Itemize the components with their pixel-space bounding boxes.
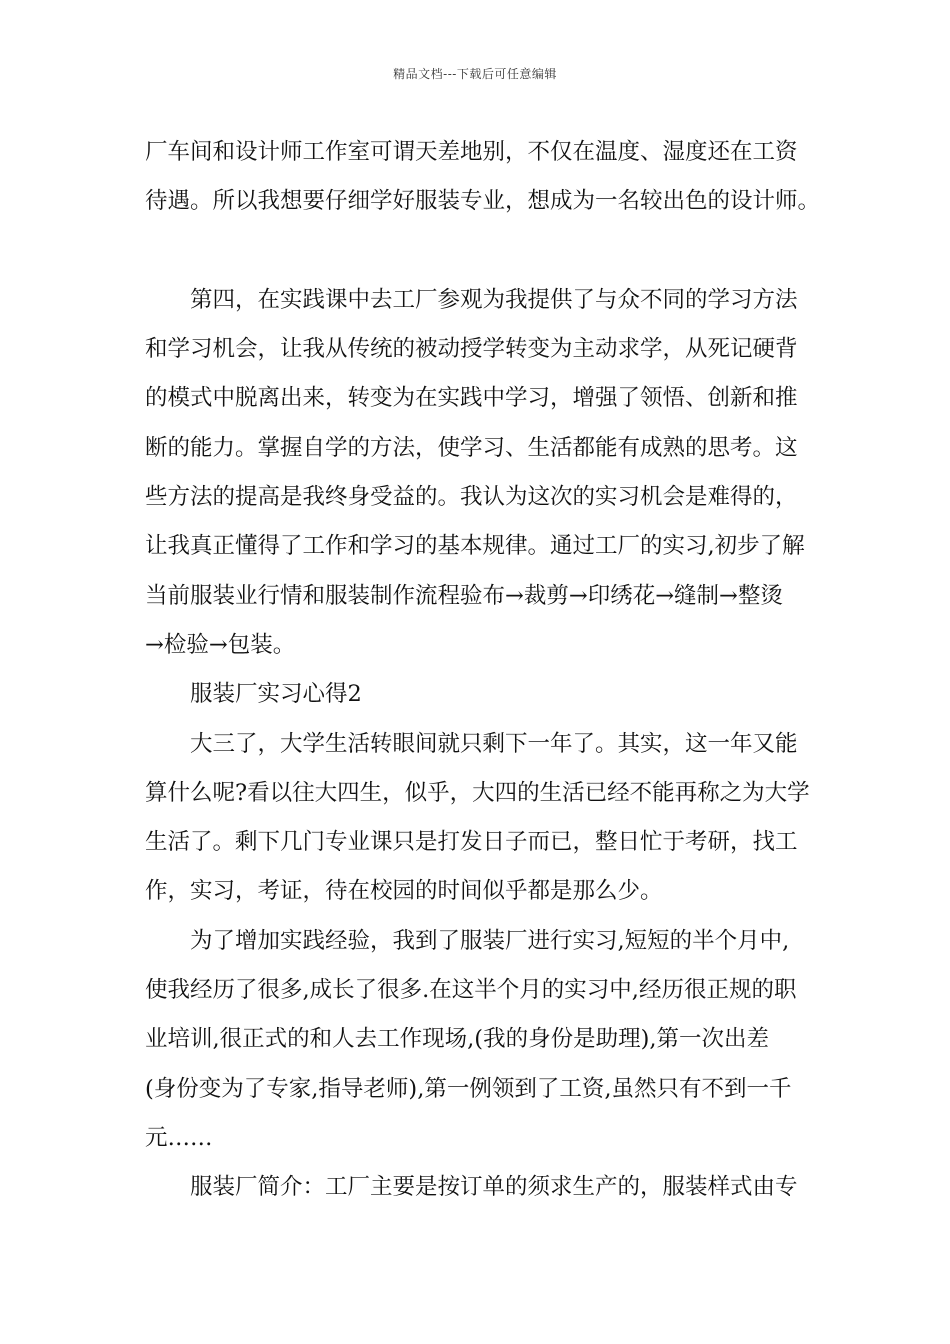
paragraph-line: 算什么呢?看以往大四生，似乎，大四的生活已经不能再称之为大学 (145, 779, 810, 806)
paragraph-line: 业培训,很正式的和人去工作现场,(我的身份是助理),第一次出差 (145, 1026, 770, 1053)
paragraph-line: 些方法的提高是我终身受益的。我认为这次的实习机会是难得的， (145, 484, 798, 511)
paragraph-line: 元…… (145, 1124, 213, 1151)
paragraph-line: 第四，在实践课中去工厂参观为我提供了与众不同的学习方法 (145, 286, 798, 313)
paragraph-line: 大三了，大学生活转眼间就只剩下一年了。其实，这一年又能 (145, 730, 798, 757)
paragraph-line: 让我真正懂得了工作和学习的基本规律。通过工厂的实习,初步了解 (145, 533, 805, 560)
paragraph-line: 厂车间和设计师工作室可谓天差地别，不仅在温度、湿度还在工资 (145, 139, 798, 165)
paragraph-gap (145, 227, 815, 276)
paragraph-line: 使我经历了很多,成长了很多.在这半个月的实习中,经历很正规的职 (145, 977, 797, 1004)
paragraph-line: 断的能力。掌握自学的方法，使学习、生活都能有成熟的思考。这 (145, 434, 798, 461)
paragraph-line: 和学习机会，让我从传统的被动授学转变为主动求学，从死记硬背 (145, 336, 798, 363)
paragraph-line: 生活了。剩下几门专业课只是打发日子而已，整日忙于考研，找工 (145, 829, 798, 856)
page-header: 精品文档---下载后可任意编辑 (393, 67, 557, 81)
paragraph-line: 作，实习，考证，待在校园的时间似乎都是那么少。 (145, 878, 663, 905)
paragraph-line: (身份变为了专家,指导老师),第一例领到了工资,虽然只有不到一千 (145, 1075, 792, 1102)
paragraph-line: 为了增加实践经验，我到了服装厂进行实习,短短的半个月中, (145, 927, 790, 954)
paragraph-line: 当前服装业行情和服装制作流程验布→裁剪→印绣花→缝制→整烫 (145, 582, 783, 609)
paragraph-line: 服装厂简介：工厂主要是按订单的须求生产的，服装样式由专 (145, 1174, 798, 1201)
paragraph-line: 待遇。所以我想要仔细学好服装专业，想成为一名较出色的设计师。 (145, 188, 821, 215)
paragraph-line: 的模式中脱离出来，转变为在实践中学习，增强了领悟、创新和推 (145, 385, 798, 412)
paragraph-line: →检验→包装。 (145, 631, 296, 658)
document-body (145, 128, 821, 1213)
section-heading: 服装厂实习心得2 (145, 681, 362, 708)
